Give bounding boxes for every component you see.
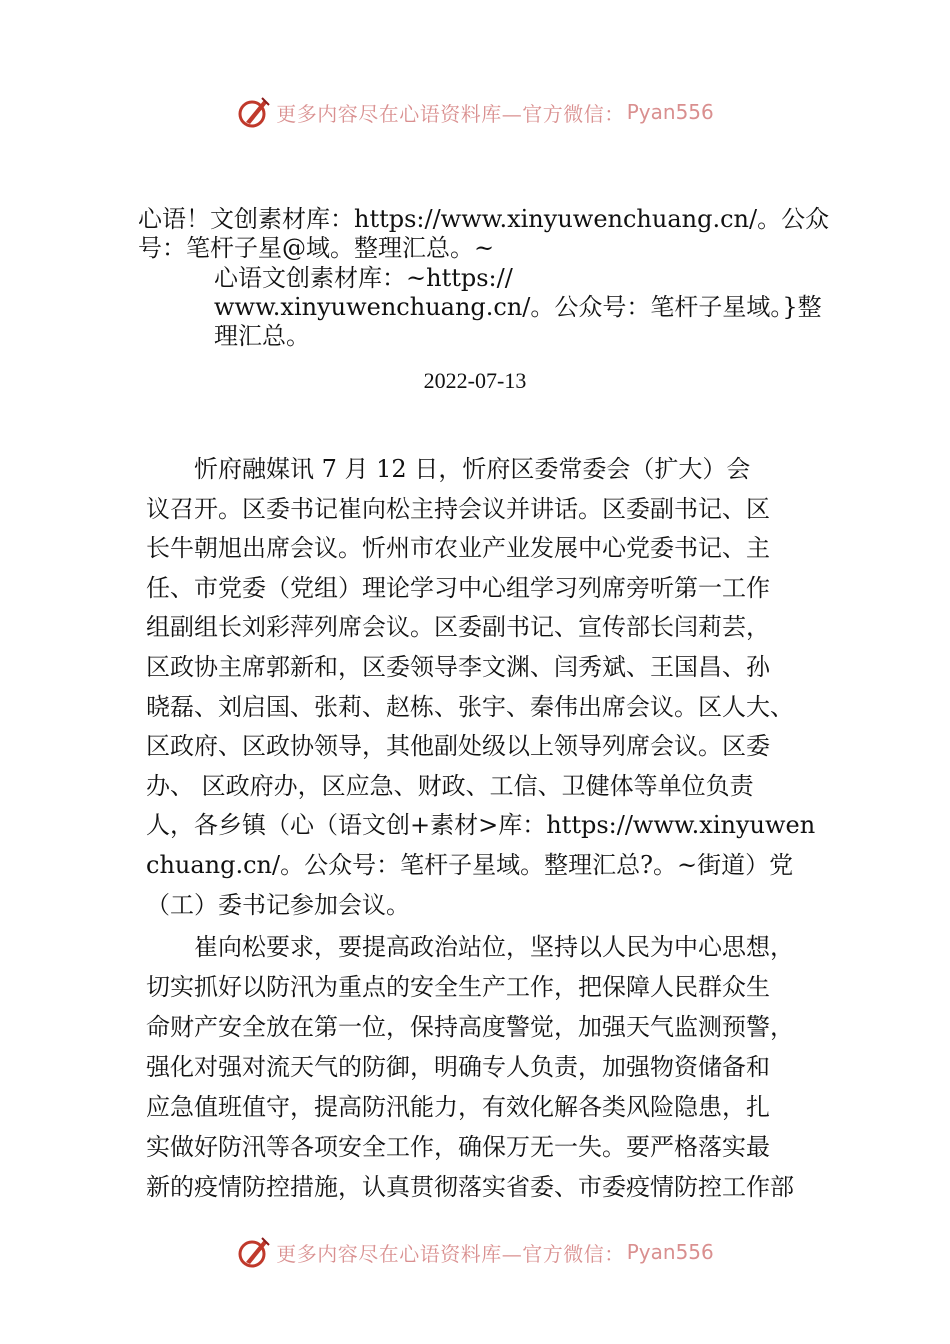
paragraph-1: [146, 450, 826, 925]
text-line: 组副组长刘彩萍列席会议。区委副书记、宣传部长闫莉芸，: [146, 613, 770, 642]
watermark-text: 更多内容尽在心语资料库—官方微信：: [276, 1241, 625, 1266]
text-line: 应急值班值守，提高防汛能力，有效化解各类风险隐患，扎: [146, 1093, 770, 1122]
text-line: 新的疫情防控措施，认真贯彻落实省委、市委疫情防控工作部: [146, 1173, 794, 1202]
watermark-handle: Pyan556: [626, 1240, 714, 1264]
text-line: 晓磊、刘启国、张莉、赵栋、张宇、秦伟出席会议。区人大、: [146, 692, 794, 721]
text-line: 区政协主席郭新和，区委领导李文渊、闫秀斌、王国昌、孙: [146, 652, 770, 681]
watermark-handle: Pyan556: [626, 100, 714, 124]
source-note-indented-line: 理汇总。: [214, 322, 310, 350]
watermark-footer: [0, 1232, 950, 1272]
text-line: 区政府、区政协领导，其他副处级以上领导列席会议。区委: [146, 732, 770, 761]
paragraph-2: [146, 927, 826, 1207]
source-note-indented: [214, 264, 824, 351]
text-line: 崔向松要求，要提高政治站位，坚持以人民为中心思想，: [146, 933, 794, 962]
text-line: chuang.cn/。公众号：笔杆子星域。整理汇总?。~街道）党: [146, 850, 794, 879]
source-note-indented-line: www.xinyuwenchuang.cn/。公众号：笔杆子星域。}整: [214, 293, 822, 321]
text-line: 人，各乡镇（心（语文创+素材>库：https://www.xinyuwen: [146, 811, 816, 840]
watermark-header: [0, 92, 950, 132]
text-line: 强化对强对流天气的防御，明确专人负责，加强物资储备和: [146, 1053, 770, 1082]
text-line: 议召开。区委书记崔向松主持会议并讲话。区委副书记、区: [146, 494, 770, 523]
text-line: 命财产安全放在第一位，保持高度警觉，加强天气监测预警，: [146, 1013, 794, 1042]
text-line: 办、 区政府办，区应急、财政、工信、卫健体等单位负责: [146, 771, 754, 800]
text-line: 切实抓好以防汛为重点的安全生产工作，把保障人民群众生: [146, 973, 770, 1002]
text-line: 任、市党委（党组）理论学习中心组学习列席旁听第一工作: [146, 573, 770, 602]
source-note-indented-line: 心语文创素材库：~https://: [214, 264, 513, 292]
text-line: 长牛朝旭出席会议。忻州市农业产业发展中心党委书记、主: [146, 534, 770, 563]
text-line: 忻府融媒讯 7 月 12 日，忻府区委常委会（扩大）会: [146, 455, 751, 483]
quill-logo-icon: [236, 94, 272, 130]
source-note-line: 号：笔杆子星@域。整理汇总。~: [138, 234, 495, 262]
quill-logo-icon: [236, 1234, 272, 1270]
text-line: 实做好防汛等各项安全工作，确保万无一失。要严格落实最: [146, 1133, 770, 1162]
watermark-text: 更多内容尽在心语资料库—官方微信：: [276, 101, 625, 126]
text-line: （工）委书记参加会议。: [146, 890, 410, 919]
article-date: 2022-07-13: [423, 368, 527, 393]
source-note-line: 心语！文创素材库：https://www.xinyuwenchuang.cn/。公众: [138, 205, 830, 233]
article-body: [146, 450, 826, 1207]
source-note: [138, 205, 828, 263]
